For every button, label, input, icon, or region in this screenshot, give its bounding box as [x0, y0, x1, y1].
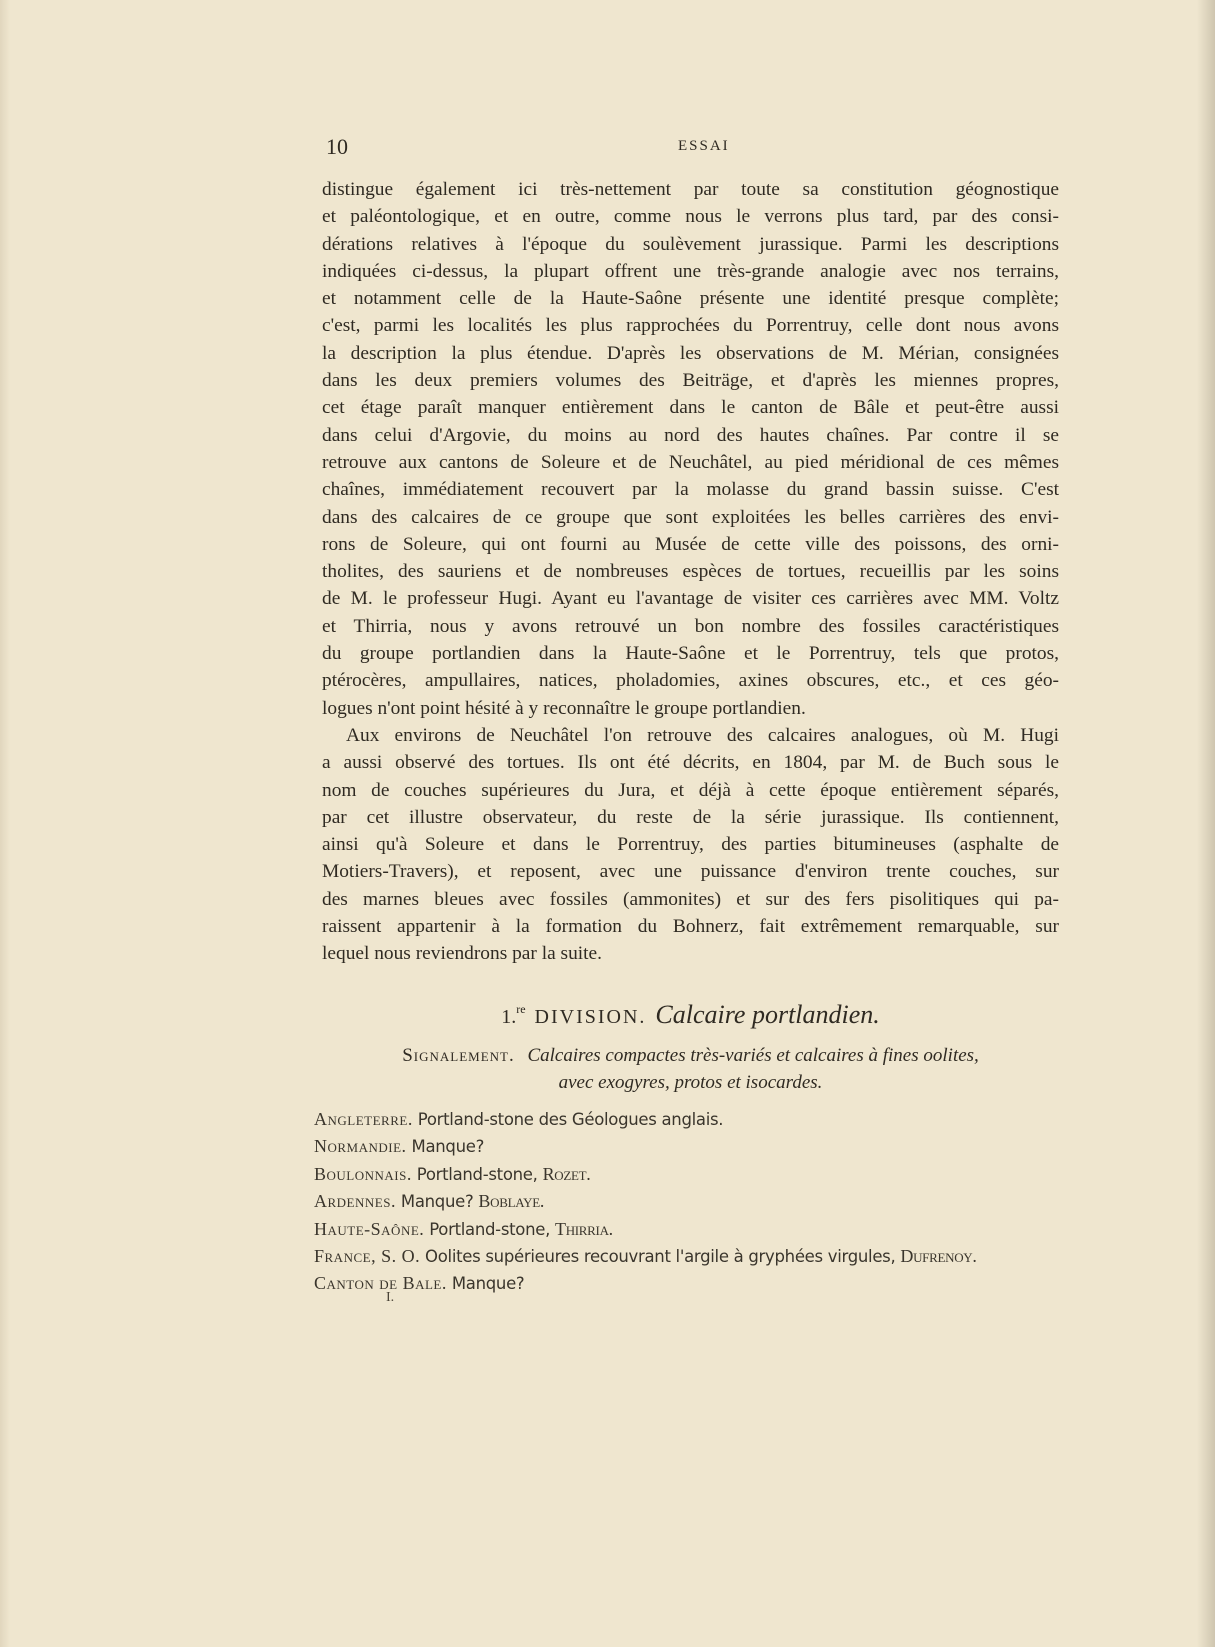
text-line: indiquées ci-dessus, la plupart offrent une très-grande analogie avec nos terrains,: [322, 260, 1059, 282]
signalement-line-1: [322, 1042, 1059, 1069]
page-header: [326, 134, 1056, 160]
text-line: a aussi observé des tortues. Ils ont été décrits, en 1804, par M. de Buch sous le: [322, 752, 1059, 774]
text-line: et paléontologique, et en outre, comme nous le verrons plus tard, par des consi-: [322, 206, 1059, 228]
text-line: par cet illustre observateur, du reste de la série jurassique. Ils contiennent,: [322, 806, 1059, 828]
text-line: dans celui d'Argovie, du moins au nord des hautes chaînes. Par contre il se: [322, 424, 1059, 446]
region-text: Manque?: [451, 1274, 525, 1294]
list-item: [314, 1216, 1074, 1243]
list-item: [314, 1188, 1074, 1215]
page-edge-left: [0, 0, 10, 1647]
region-name: Boulonnais.: [314, 1163, 412, 1184]
text-line: distingue également ici très-nettement par toute sa constitution géognostique: [322, 179, 1059, 200]
region-name: Haute-Saône.: [314, 1218, 425, 1239]
region-text: Portland-stone,: [416, 1164, 538, 1184]
signalement: [322, 1042, 1059, 1096]
page-number: 10: [326, 134, 348, 159]
region-text: Manque?: [411, 1137, 485, 1157]
text-line: raissent appartenir à la formation du Bohnerz, fait extrêmement remarquable, sur: [322, 916, 1059, 938]
region-name: France, S. O.: [314, 1246, 421, 1267]
text-line: Motiers-Travers), et reposent, avec une puissance d'environ trente couches, sur: [322, 861, 1059, 883]
text-line: dérations relatives à l'époque du soulèvement jurassique. Parmi les descriptions: [322, 233, 1059, 255]
text-line: Aux environs de Neuchâtel l'on retrouve des calcaires analogues, où M. Hugi: [346, 724, 1059, 746]
signature-mark: I.: [386, 1290, 395, 1305]
text-line: du groupe portlandien dans la Haute-Saône et le Porrentruy, tels que protos,: [322, 643, 1059, 665]
text-line: logues n'ont point hésité à y reconnaître le groupe portlandien.: [322, 697, 806, 719]
text-line: lequel nous reviendrons par la suite.: [322, 943, 603, 965]
division-number: 1.$^{re}$: [501, 1002, 526, 1028]
text-line: ainsi qu'à Soleure et dans le Porrentruy, des parties bitumineuses (asphalte de: [322, 834, 1059, 856]
text-line: dans des calcaires de ce groupe que sont exploitées les belles carrières des envi-: [322, 506, 1059, 528]
text-line: tholites, des sauriens et de nombreuses espèces de tortues, recueillis par les soins: [322, 561, 1059, 583]
division-heading: [322, 1000, 1059, 1030]
text-line: rons de Soleure, qui ont fourni au Musée de cette ville des poissons, des orni-: [322, 533, 1059, 555]
signalement-label: Signalement.: [402, 1045, 515, 1066]
region-name: Angleterre.: [314, 1109, 413, 1129]
text-line: et notamment celle de la Haute-Saône présente une identité presque complète;: [322, 288, 1059, 310]
division-label: DIVISION.: [534, 1006, 647, 1028]
list-item: [314, 1161, 1074, 1188]
region-author: Boblaye.: [478, 1191, 545, 1212]
text-line: ptérocères, ampullaires, natices, pholadomies, axines obscures, etc., et ces géo-: [322, 670, 1059, 692]
body-text: [322, 176, 1059, 968]
text-line: chaînes, immédiatement recouvert par la molasse du grand bassin suisse. C'est: [322, 479, 1059, 501]
text-line: nom de couches supérieures du Jura, et déjà à cette époque entièrement séparés,: [322, 779, 1059, 801]
region-author: Dufrenoy.: [900, 1246, 977, 1267]
list-item: [314, 1106, 1074, 1133]
signalement-text: Calcaires compactes très-variés et calcaires à fines oolites,: [527, 1045, 979, 1066]
region-author: Thirria.: [555, 1218, 613, 1239]
text-line: des marnes bleues avec fossiles (ammonites) et sur des fers pisolitiques qui pa-: [322, 888, 1059, 910]
list-item: [314, 1270, 1074, 1297]
text-line: et Thirria, nous y avons retrouvé un bon nombre des fossiles caractéristiques: [322, 615, 1059, 637]
region-text: Manque?: [400, 1192, 474, 1212]
region-name: Canton de Bale.: [314, 1273, 447, 1294]
text-line: la description la plus étendue. D'après les observations de M. Mérian, consignées: [322, 342, 1059, 364]
region-text: Portland-stone,: [429, 1219, 551, 1239]
division-title: Calcaire portlandien.: [655, 1000, 880, 1029]
text-line: de M. le professeur Hugi. Ayant eu l'avantage de visiter ces carrières avec MM. Voltz: [322, 588, 1059, 610]
list-item: [314, 1133, 1074, 1160]
region-name: Normandie.: [314, 1136, 407, 1157]
region-author: Rozet.: [542, 1163, 591, 1184]
region-name: Ardennes.: [314, 1191, 396, 1212]
list-item: [314, 1243, 1074, 1270]
region-list: [314, 1106, 1074, 1298]
text-line: dans les deux premiers volumes des Beiträge, et d'après les miennes propres,: [322, 370, 1059, 392]
signalement-line-2: avec exogyres, protos et isocardes.: [558, 1072, 823, 1093]
page-edge-right: [1197, 0, 1215, 1647]
running-title: ESSAI: [678, 138, 730, 154]
text-line: retrouve aux cantons de Soleure et de Neuchâtel, au pied méridional de ces mêmes: [322, 451, 1059, 473]
region-text: Portland-stone des Géologues anglais.: [417, 1110, 724, 1129]
division-superscript: re: [516, 1002, 526, 1016]
text-line: c'est, parmi les localités les plus rapprochées du Porrentruy, celle dont nous avons: [322, 315, 1059, 337]
region-text: Oolites supérieures recouvrant l'argile à gryphées virgules,: [425, 1247, 896, 1267]
text-line: cet étage paraît manquer entièrement dans le canton de Bâle et peut-être aussi: [322, 397, 1059, 419]
